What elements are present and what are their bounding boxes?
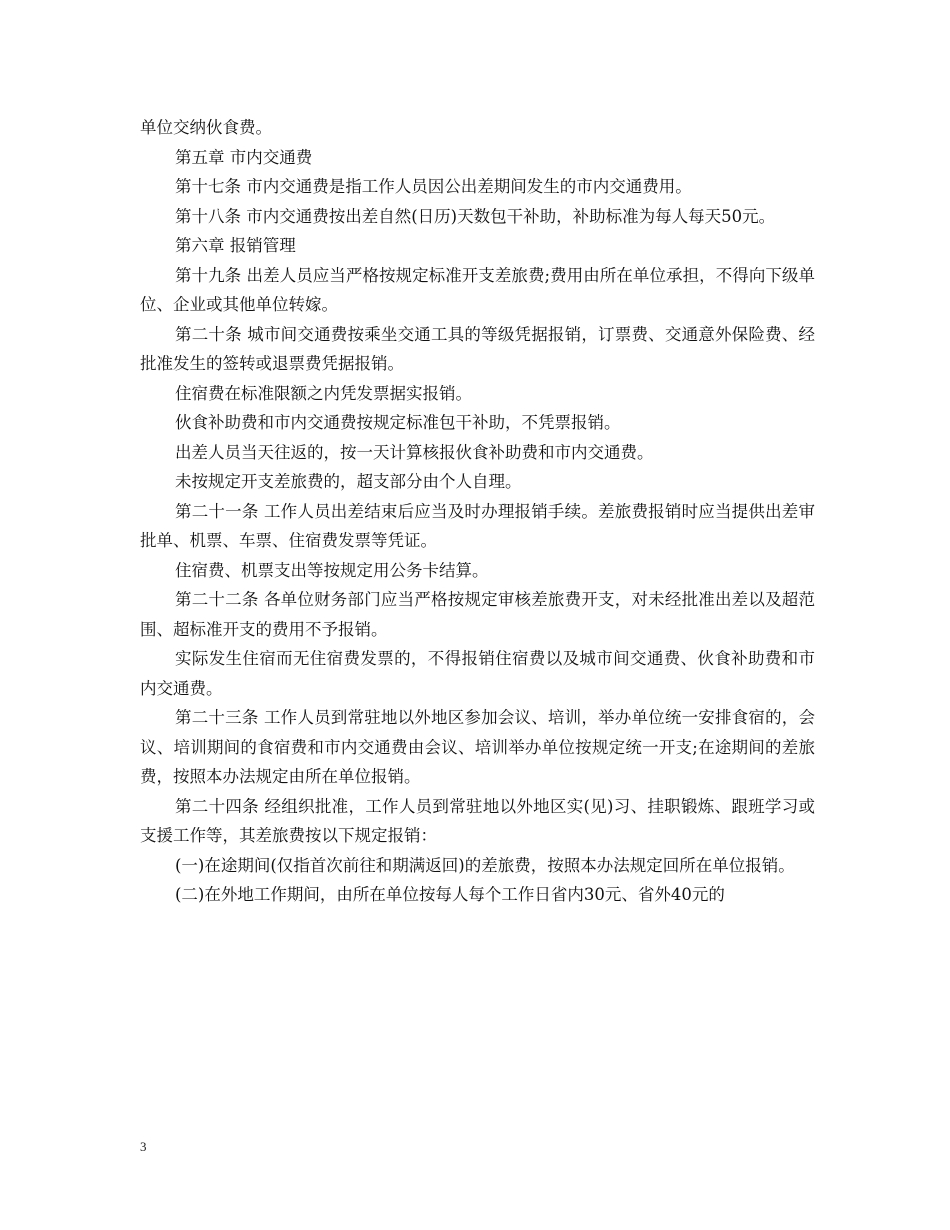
paragraph: 第二十二条 各单位财务部门应当严格按规定审核差旅费开支，对未经批准出差以及超范围、超标准开支的费用不予报销。	[140, 590, 815, 639]
paragraph: 出差人员当天往返的，按一天计算核报伙食补助费和市内交通费。	[175, 442, 654, 462]
paragraph: 未按规定开支差旅费的，超支部分由个人自理。	[175, 472, 522, 491]
paragraph: 第二十条 城市间交通费按乘坐交通工具的等级凭据报销，订票费、交通意外保险费、经批准发生的签转或退票费凭据报销。	[140, 324, 815, 373]
paragraph: 单位交纳伙食费。	[140, 118, 272, 137]
paragraph: 第十九条 出差人员应当严格按规定标准开支差旅费;费用由所在单位承担，不得向下级单位、企业或其他单位转嫁。	[140, 265, 815, 314]
paragraph: 实际发生住宿而无住宿费发票的，不得报销住宿费以及城市间交通费、伙食补助费和市内交通费。	[140, 649, 815, 698]
paragraph: (一)在途期间(仅指首次前往和期满返回)的差旅费，按照本办法规定回所在单位报销。	[175, 855, 795, 875]
paragraph: 第十七条 市内交通费是指工作人员因公出差期间发生的市内交通费用。	[175, 177, 692, 196]
paragraph: 住宿费、机票支出等按规定用公务卡结算。	[175, 560, 489, 580]
chapter-heading: 第五章 市内交通费	[175, 147, 313, 167]
paragraph: (二)在外地工作期间，由所在单位按每人每个工作日省内30元、省外40元的	[175, 885, 725, 904]
paragraph: 伙食补助费和市内交通费按规定标准包干补助，不凭票报销。	[175, 413, 621, 432]
page-number: 3	[140, 1139, 147, 1154]
paragraph: 第二十三条 工作人员到常驻地以外地区参加会议、培训，举办单位统一安排食宿的，会议、培训期间的食宿费和市内交通费由会议、培训举办单位按规定统一开支;在途期间的差旅费，按照本办法规定由所在单位报销。	[140, 708, 815, 786]
document-body	[140, 113, 815, 910]
paragraph: 第二十四条 经组织批准，工作人员到常驻地以外地区实(见)习、挂职锻炼、跟班学习或支援工作等，其差旅费按以下规定报销：	[140, 796, 815, 845]
paragraph: 第十八条 市内交通费按出差自然(日历)天数包干补助，补助标准为每人每天50元。	[175, 206, 776, 226]
paragraph: 住宿费在标准限额之内凭发票据实报销。	[175, 383, 472, 403]
chapter-heading: 第六章 报销管理	[175, 236, 296, 255]
paragraph: 第二十一条 工作人员出差结束后应当及时办理报销手续。差旅费报销时应当提供出差审批单、机票、车票、住宿费发票等凭证。	[140, 501, 815, 550]
